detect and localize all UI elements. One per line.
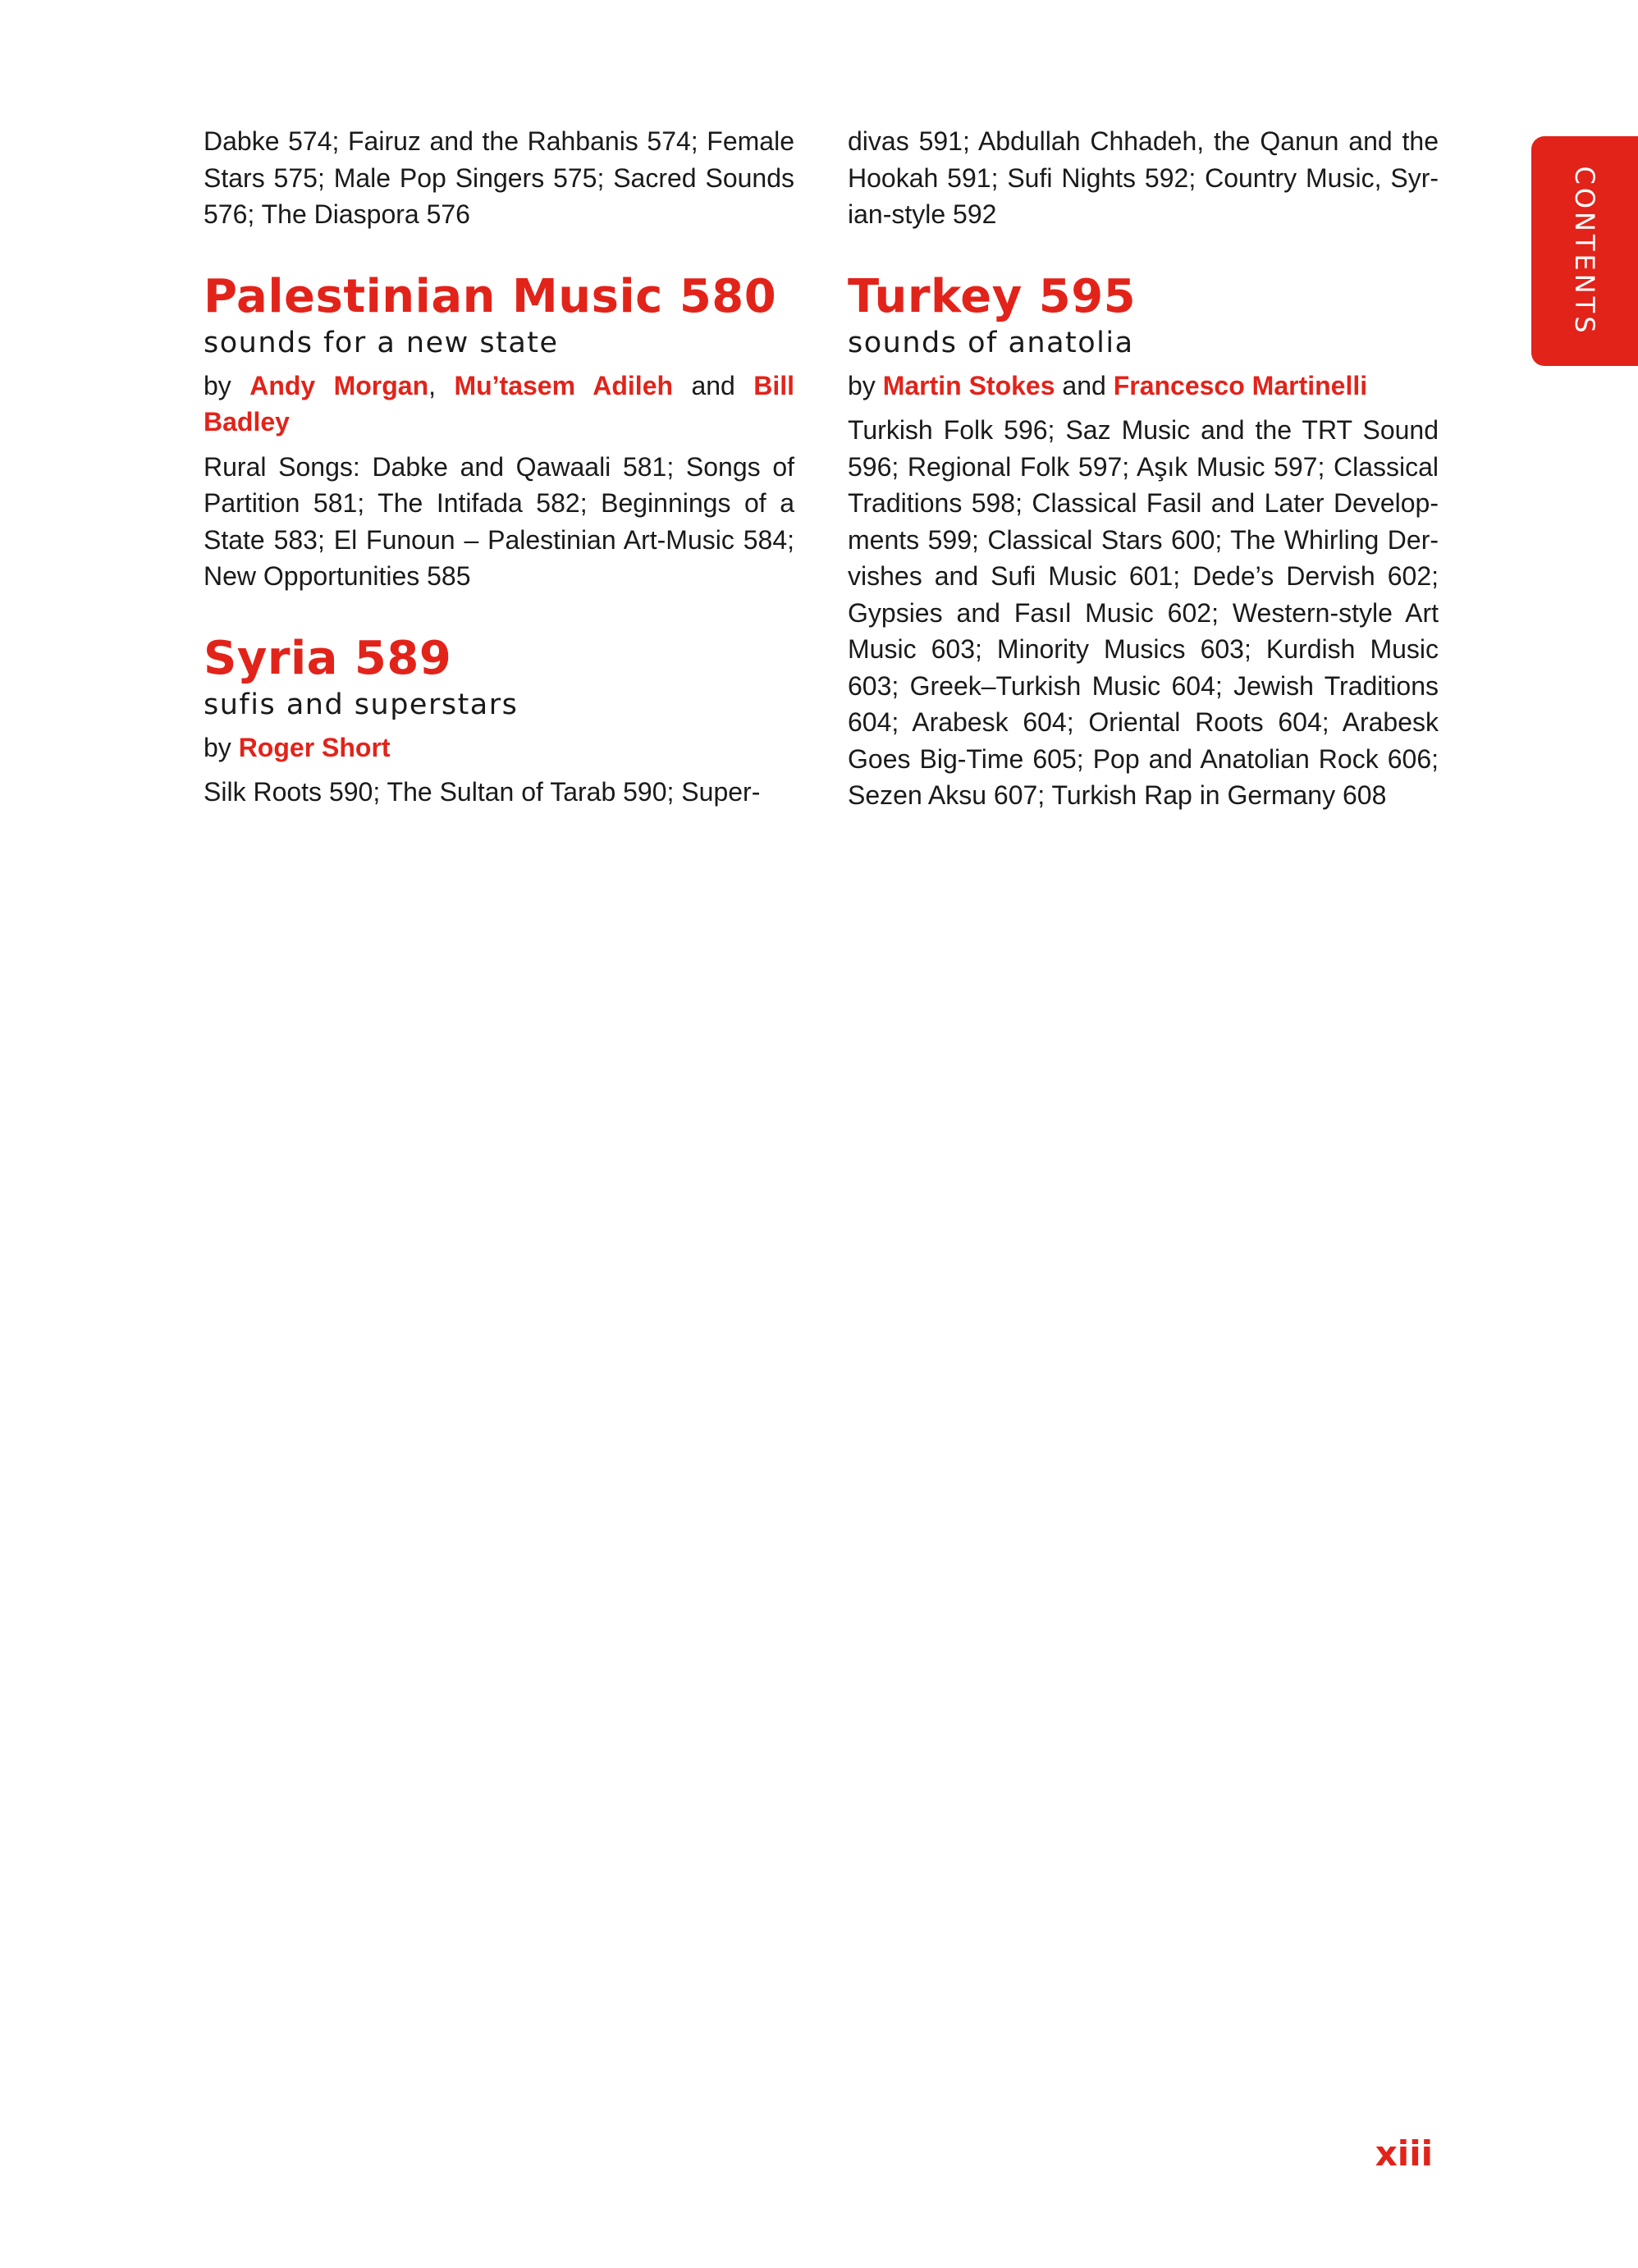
contents-tab-label: CONTENTS [1569, 166, 1600, 336]
intro-text: Dabke 574; Fairuz and the Rahbanis 574; Female Stars 575; Male Pop Singers 575; Sacred Sounds 576; The Diaspora 576 [204, 126, 794, 229]
separator: , [428, 370, 455, 400]
author-name: Roger Short [238, 732, 391, 762]
byline [204, 729, 794, 766]
by-label: by [848, 370, 876, 400]
author-name: Martin Stokes [882, 370, 1055, 400]
and-label: and [1055, 370, 1114, 400]
section-turkey [848, 271, 1439, 814]
section-title[interactable]: Palestinian Music 580 [204, 269, 777, 323]
author-name: Francesco Martinelli [1113, 370, 1368, 400]
by-label: by [204, 732, 231, 762]
page-number: xiii [1375, 2133, 1433, 2174]
byline [848, 368, 1439, 405]
right-column [848, 123, 1439, 814]
byline [204, 368, 794, 441]
author-name: Mu’tasem Adileh [454, 370, 674, 400]
and-label: and [673, 370, 754, 400]
contents-side-tab[interactable] [1531, 136, 1638, 366]
by-label: by [204, 370, 231, 400]
section-contents: Silk Roots 590; The Sultan of Tarab 590; Super- [204, 777, 761, 807]
section-subtitle: sufis and superstars [204, 688, 519, 721]
section-title[interactable]: Turkey 595 [848, 269, 1137, 323]
section-contents: Turkish Folk 596; Saz Music and the TRT Sound 596; Regional Folk 597; Aşık Music 597; Classical Traditions 598; Classical Fasil and Later Developments 599; Classical Stars 600; The Whirling Dervishes and Sufi Music 601; Dede’s Dervish 602; Gypsies and Fasıl Music 602; Western-style Art Music 603; Minority Musics 603; Kurdish Music 603; Greek–Turkish Music 604; Jewish Traditions 604; Arabesk 604; Oriental Roots 604; Arabesk Goes Big-Time 605; Pop and Anatolian Rock 606; Sezen Aksu 607; Turkish Rap in Germany 608 [848, 415, 1439, 810]
left-column [204, 123, 794, 811]
section-title[interactable]: Syria 589 [204, 631, 452, 685]
section-contents: Rural Songs: Dabke and Qawaali 581; Songs of Partition 581; The Intifada 582; Beginnings of a State 583; El Funoun – Palestinian Art-Music 584; New Opportunities 585 [204, 451, 794, 591]
author-name: Bill Badley [204, 370, 795, 437]
section-subtitle: sounds of anatolia [848, 326, 1134, 359]
section-subtitle: sounds for a new state [204, 326, 559, 359]
section-syria [204, 633, 794, 811]
author-name: Andy Morgan [249, 370, 429, 400]
intro-text: divas 591; Abdullah Chhadeh, the Qanun and the Hookah 591; Sufi Nights 592; Country Music, Syrian-style 592 [848, 126, 1439, 229]
section-palestinian-music [204, 271, 794, 595]
